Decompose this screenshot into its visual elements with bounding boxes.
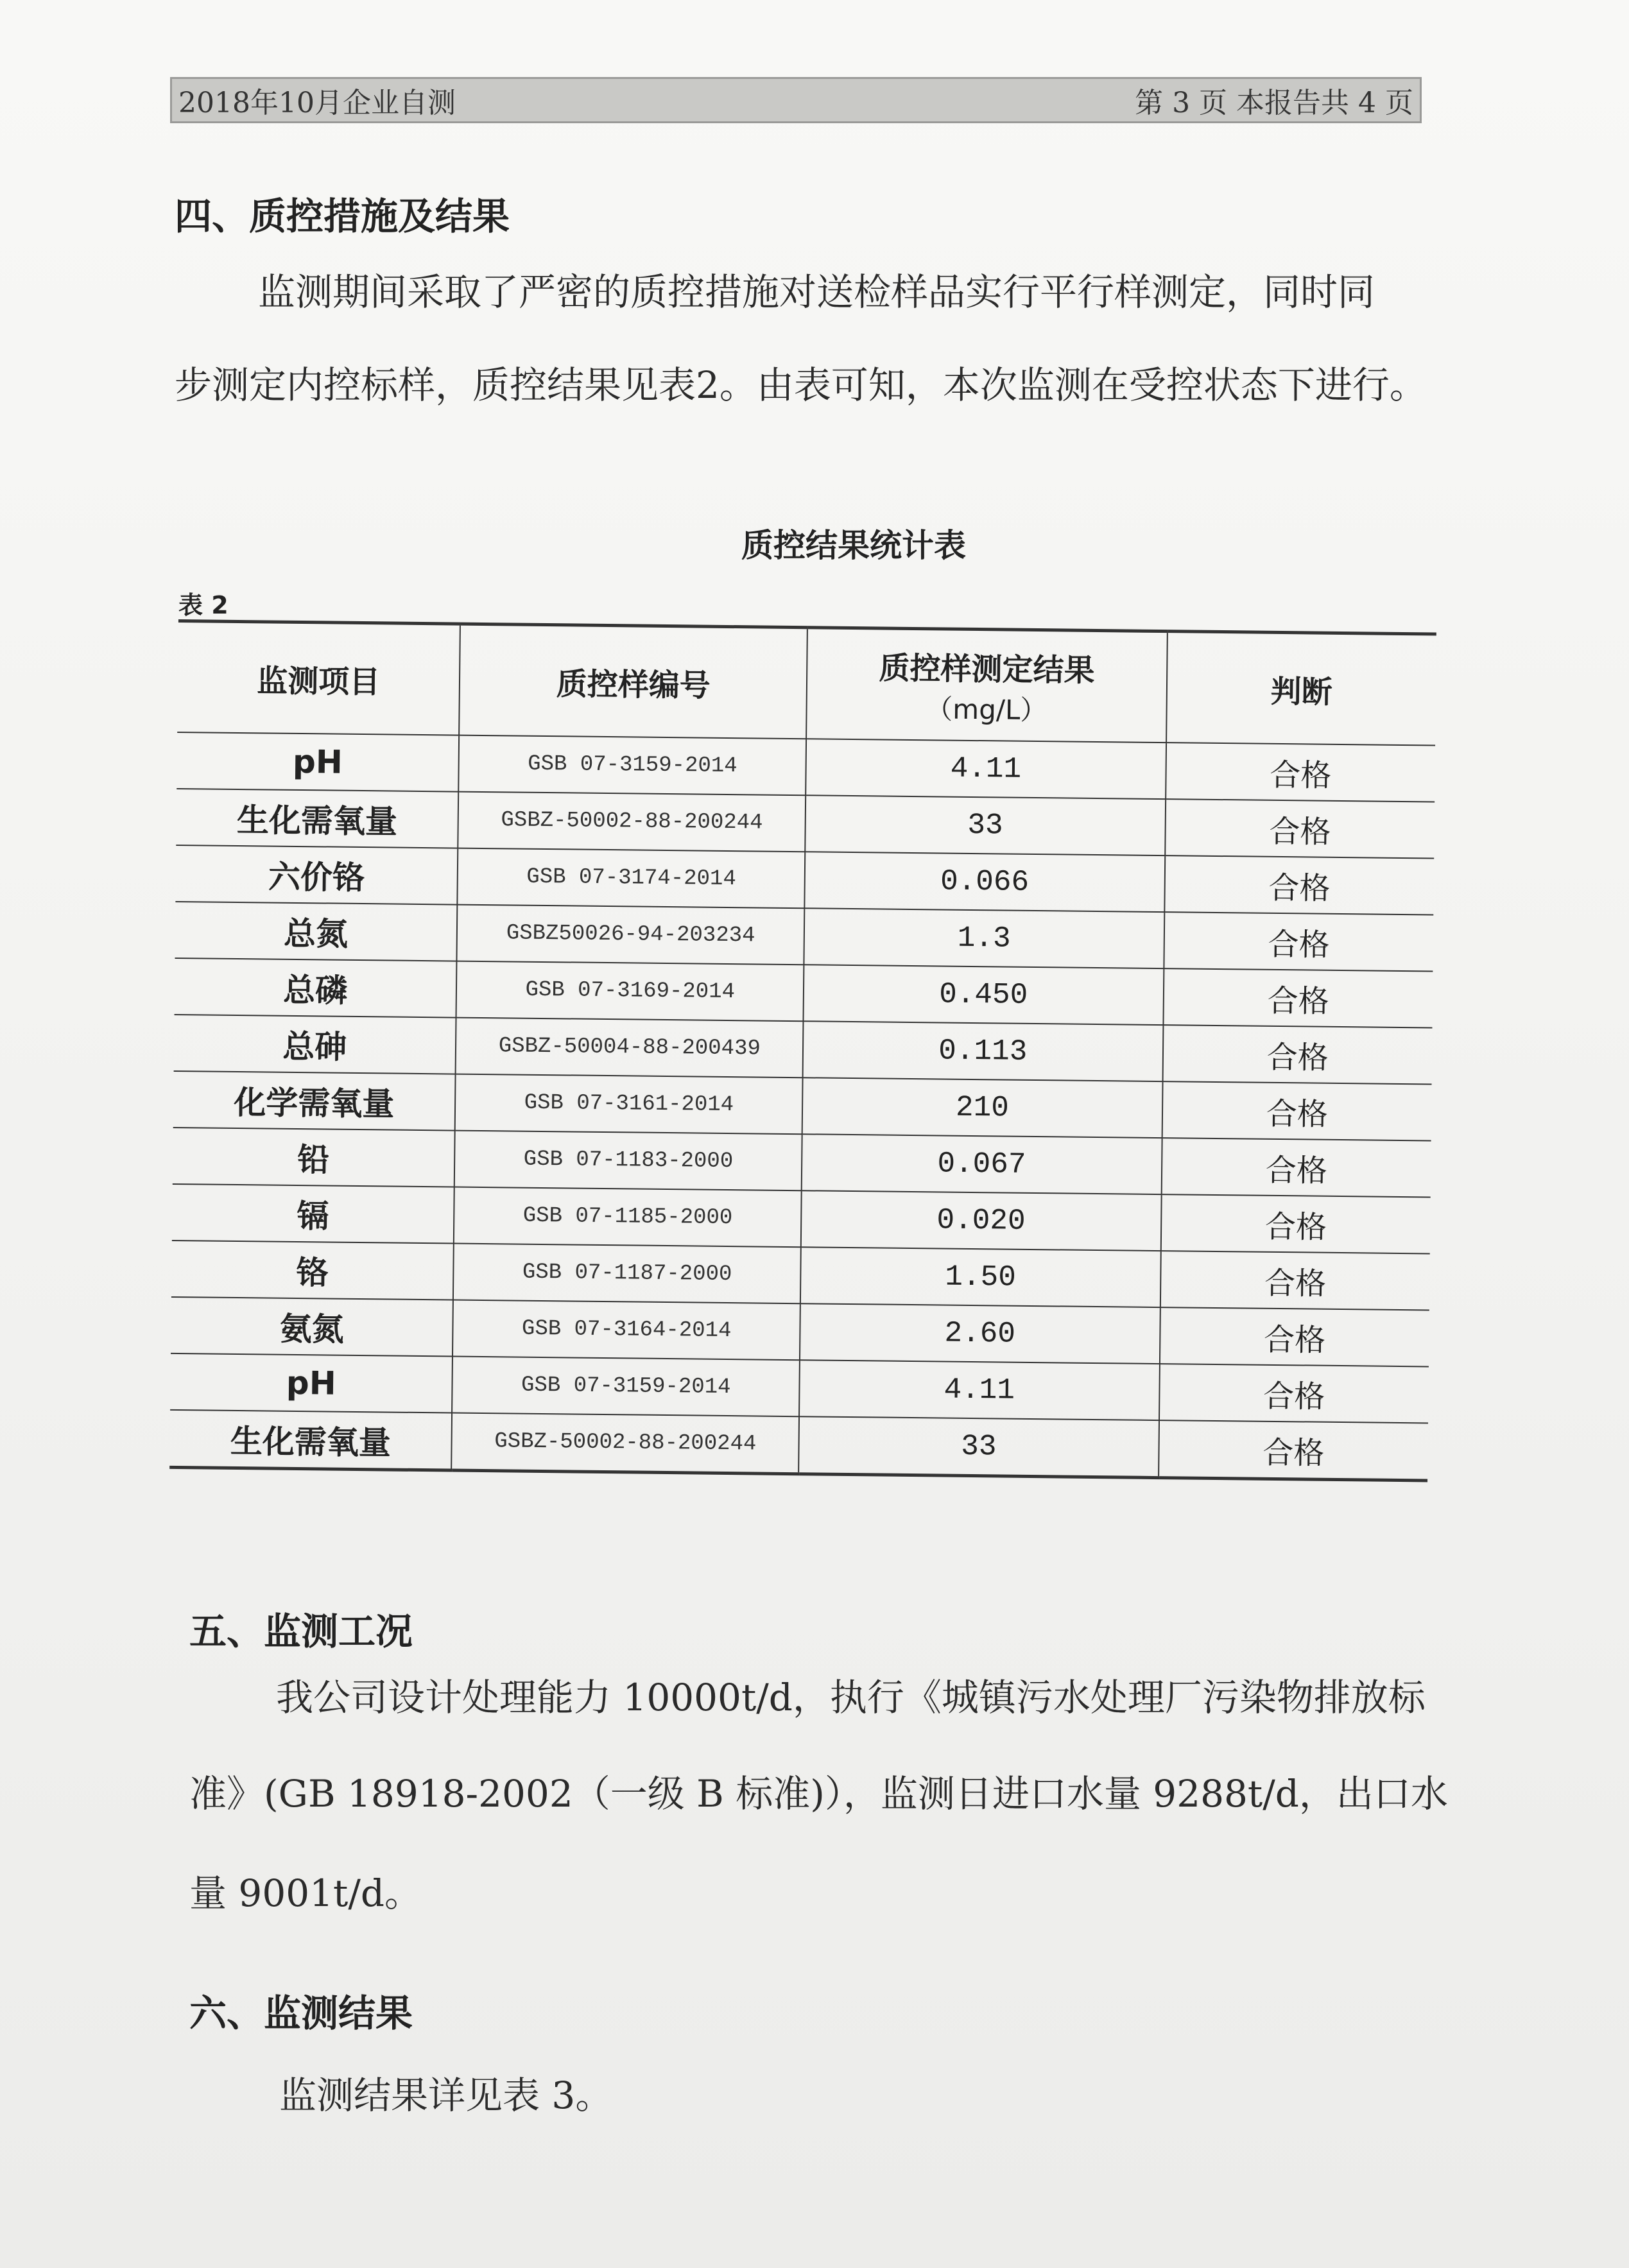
cell-judge: 合格 — [1163, 968, 1433, 1027]
cell-judge: 合格 — [1165, 799, 1435, 858]
cell-item: pH — [170, 1353, 452, 1413]
cell-code: GSB 07-3169-2014 — [456, 961, 804, 1022]
section5-line1: 我公司设计处理能力 10000t/d，执行《城镇污水处理厂污染物排放标 — [276, 1676, 1426, 1719]
cell-judge: 合格 — [1164, 912, 1433, 971]
cell-item: 生化需氧量 — [169, 1410, 452, 1470]
cell-item: 总砷 — [174, 1015, 456, 1074]
cell-item: pH — [177, 732, 459, 792]
table-row — [169, 1410, 1428, 1481]
cell-result: 0.066 — [804, 852, 1164, 912]
section5-line3: 量 9001t/d。 — [189, 1871, 422, 1915]
cell-code: GSB 07-3159-2014 — [452, 1357, 800, 1417]
cell-judge: 合格 — [1166, 743, 1435, 802]
cell-result: 2.60 — [800, 1303, 1160, 1364]
cell-result: 0.067 — [802, 1134, 1162, 1194]
header-item: 监测项目 — [177, 621, 460, 735]
header-result-unit: （mg/L） — [926, 692, 1047, 726]
cell-result: 0.113 — [803, 1021, 1163, 1081]
cell-judge: 合格 — [1162, 1025, 1432, 1084]
cell-result: 33 — [798, 1416, 1159, 1477]
header-result-label: 质控样测定结果 — [879, 649, 1095, 689]
cell-code: GSB 07-3161-2014 — [455, 1074, 802, 1135]
cell-code: GSB 07-1185-2000 — [454, 1187, 801, 1248]
cell-judge: 合格 — [1161, 1138, 1431, 1197]
cell-item: 总氮 — [175, 902, 457, 961]
cell-code: GSBZ-50002-88-200244 — [452, 1413, 800, 1474]
cell-item: 六价铬 — [175, 845, 458, 905]
cell-code: GSBZ-50004-88-200439 — [456, 1018, 803, 1078]
cell-item: 铬 — [171, 1241, 454, 1300]
cell-code: GSBZ50026-94-203234 — [457, 905, 804, 965]
cell-result: 4.11 — [799, 1360, 1159, 1420]
header-right: 第 3 页 本报告共 4 页 — [1135, 87, 1413, 119]
cell-result: 1.3 — [804, 908, 1164, 968]
table-header-row — [177, 621, 1436, 745]
cell-result: 1.50 — [800, 1247, 1160, 1307]
cell-item: 生化需氧量 — [176, 789, 458, 848]
section5-title: 五、监测工况 — [189, 1610, 413, 1653]
cell-result: 4.11 — [806, 739, 1166, 799]
header-result — [806, 628, 1167, 743]
section4-title: 四、质控措施及结果 — [175, 194, 510, 238]
cell-judge: 合格 — [1162, 1081, 1431, 1140]
cell-judge: 合格 — [1164, 855, 1434, 915]
section6-line1: 监测结果详见表 3。 — [279, 2074, 613, 2117]
cell-code: GSB 07-1183-2000 — [454, 1131, 802, 1191]
table-label: 表 2 — [178, 591, 228, 619]
cell-code: GSB 07-1187-2000 — [453, 1244, 800, 1304]
cell-judge: 合格 — [1159, 1420, 1428, 1481]
cell-item: 铅 — [173, 1128, 455, 1187]
cell-result: 33 — [805, 795, 1165, 855]
cell-item: 总磷 — [175, 958, 457, 1018]
cell-item: 化学需氧量 — [173, 1071, 456, 1131]
header-judge: 判断 — [1166, 631, 1436, 746]
section4-para-line1: 监测期间采取了严密的质控措施对送检样品实行平行样测定，同时同 — [258, 270, 1375, 314]
cell-item: 氨氮 — [171, 1297, 453, 1357]
cell-code: GSB 07-3159-2014 — [459, 735, 806, 796]
section5-line2: 准》(GB 18918-2002（一级 B 标准)），监测日进口水量 9288t/d，出口水 — [189, 1772, 1448, 1816]
cell-code: GSB 07-3164-2014 — [452, 1300, 800, 1361]
cell-judge: 合格 — [1160, 1194, 1430, 1253]
cell-result: 210 — [802, 1078, 1162, 1138]
cell-judge: 合格 — [1159, 1307, 1429, 1366]
page-header — [170, 77, 1422, 123]
cell-result: 0.020 — [801, 1190, 1161, 1251]
cell-item: 镉 — [172, 1184, 454, 1244]
cell-judge: 合格 — [1159, 1364, 1429, 1423]
cell-result: 0.450 — [804, 965, 1164, 1025]
section4-para-line2: 步测定内控标样，质控结果见表2。由表可知，本次监测在受控状态下进行。 — [175, 363, 1427, 407]
section6-title: 六、监测结果 — [189, 1991, 413, 2035]
header-left: 2018年10月企业自测 — [178, 87, 456, 119]
cell-code: GSBZ-50002-88-200244 — [458, 792, 806, 852]
table-title: 质控结果统计表 — [741, 527, 966, 564]
cell-judge: 合格 — [1160, 1251, 1429, 1310]
qc-results-table — [169, 619, 1436, 1482]
header-code: 质控样编号 — [460, 624, 807, 739]
cell-code: GSB 07-3174-2014 — [458, 848, 805, 909]
